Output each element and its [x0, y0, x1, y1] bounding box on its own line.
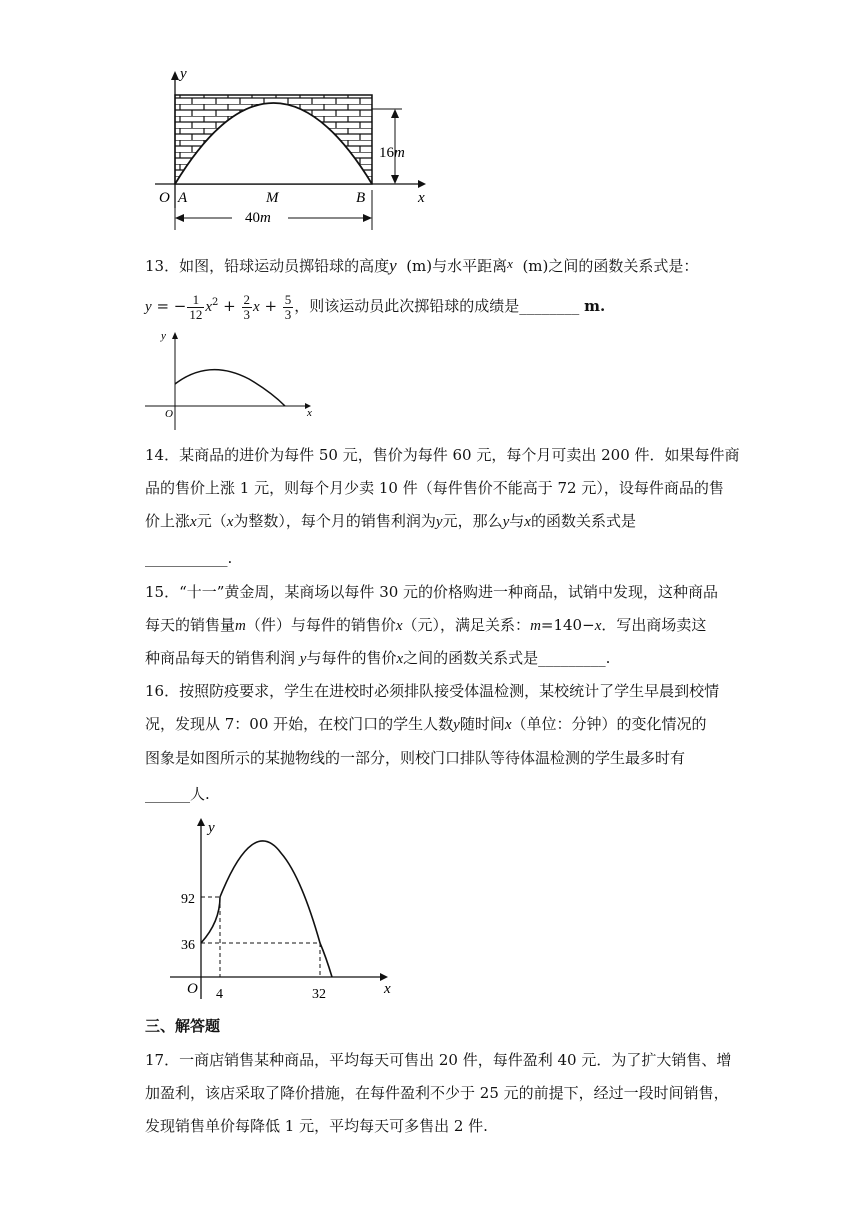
- y-tick-label: 92: [181, 892, 195, 907]
- x-tick-label: 4: [216, 987, 223, 1002]
- point-b-label: B: [356, 190, 366, 206]
- x-tick-label: 32: [312, 987, 326, 1002]
- q14-line-3: 价上涨x元（x为整数），每个月的销售利润为y元，那么y与x的函数关系式是: [145, 512, 636, 530]
- height-dimension-label: 16m: [379, 145, 405, 161]
- point-a-label: A: [178, 190, 188, 206]
- q17-line-3: 发现销售单价每降低 1 元，平均每天可多售出 2 件.: [145, 1117, 488, 1135]
- q14-line-1: 14．某商品的进价为每件 50 元，售价为每件 60 元，每个月可卖出 200 件．如果每件商: [145, 446, 740, 464]
- origin-label: O: [187, 981, 198, 997]
- q15-line-1: 15．“十一”黄金周，某商场以每件 30 元的价格购进一种商品，试销中发现，这种商品: [145, 583, 719, 601]
- q17-line-2: 加盈利，该店采取了降价措施，在每件盈利不少于 25 元的前提下，经过一段时间销售，: [145, 1084, 729, 1102]
- q14-line-2: 品的售价上涨 1 元，则每个月少卖 10 件（每件售价不能高于 72 元），设每件商品的售: [145, 479, 724, 497]
- q16-line-2: 况，发现从 7：00 开始，在校门口的学生人数y随时间x（单位：分钟）的变化情况的: [145, 715, 707, 733]
- parabola-curve: [201, 841, 332, 977]
- q17-line-1: 17．一商店销售某种商品，平均每天可售出 20 件，每件盈利 40 元．为了扩大销售、增: [145, 1051, 732, 1069]
- origin-label: O: [159, 190, 170, 206]
- y-axis-label: y: [161, 330, 166, 342]
- x-axis-label: x: [307, 407, 312, 419]
- q16-line-4: ______人.: [145, 785, 210, 803]
- q16-line-1: 16．按照防疫要求，学生在进校时必须排队接受体温检测，某校统计了学生早晨到校情: [145, 682, 720, 700]
- y-axis-label: y: [208, 820, 215, 836]
- q13-line-1: 13．如图，铅球运动员掷铅球的高度y (m)与水平距离x (m)之间的函数关系式是：: [145, 256, 699, 275]
- queue-parabola-figure: [170, 816, 410, 1006]
- width-dimension-label: 40m: [245, 210, 271, 226]
- point-m-label: M: [266, 190, 279, 206]
- trajectory-curve: [175, 370, 285, 406]
- bridge-arch-figure: [150, 68, 450, 230]
- x-axis-label: x: [418, 190, 425, 206]
- origin-label: O: [165, 408, 173, 420]
- section-title: 三、解答题: [145, 1017, 221, 1035]
- y-tick-label: 36: [181, 938, 195, 953]
- q13-line-2: y = − $\frac{1}{12}$ $x^2$ + $\frac{2}{3}$ x + $\frac{5}{3}$ ，则该运动员此次掷铅球的成绩是________ m.: [145, 291, 606, 322]
- q14-line-4: ___________.: [145, 549, 233, 567]
- q15-line-3: 种商品每天的销售利润 y与每件的售价x之间的函数关系式是_________.: [145, 649, 611, 667]
- q15-line-2: 每天的销售量m（件）与每件的销售价x（元），满足关系：m=140−x．写出商场卖这: [145, 616, 707, 634]
- x-axis-label: x: [384, 981, 391, 997]
- shot-put-figure: [143, 326, 323, 434]
- y-axis-label: y: [180, 68, 187, 82]
- q16-line-3: 图象是如图所示的某抛物线的一部分，则校门口排队等待体温检测的学生最多时有: [145, 749, 686, 767]
